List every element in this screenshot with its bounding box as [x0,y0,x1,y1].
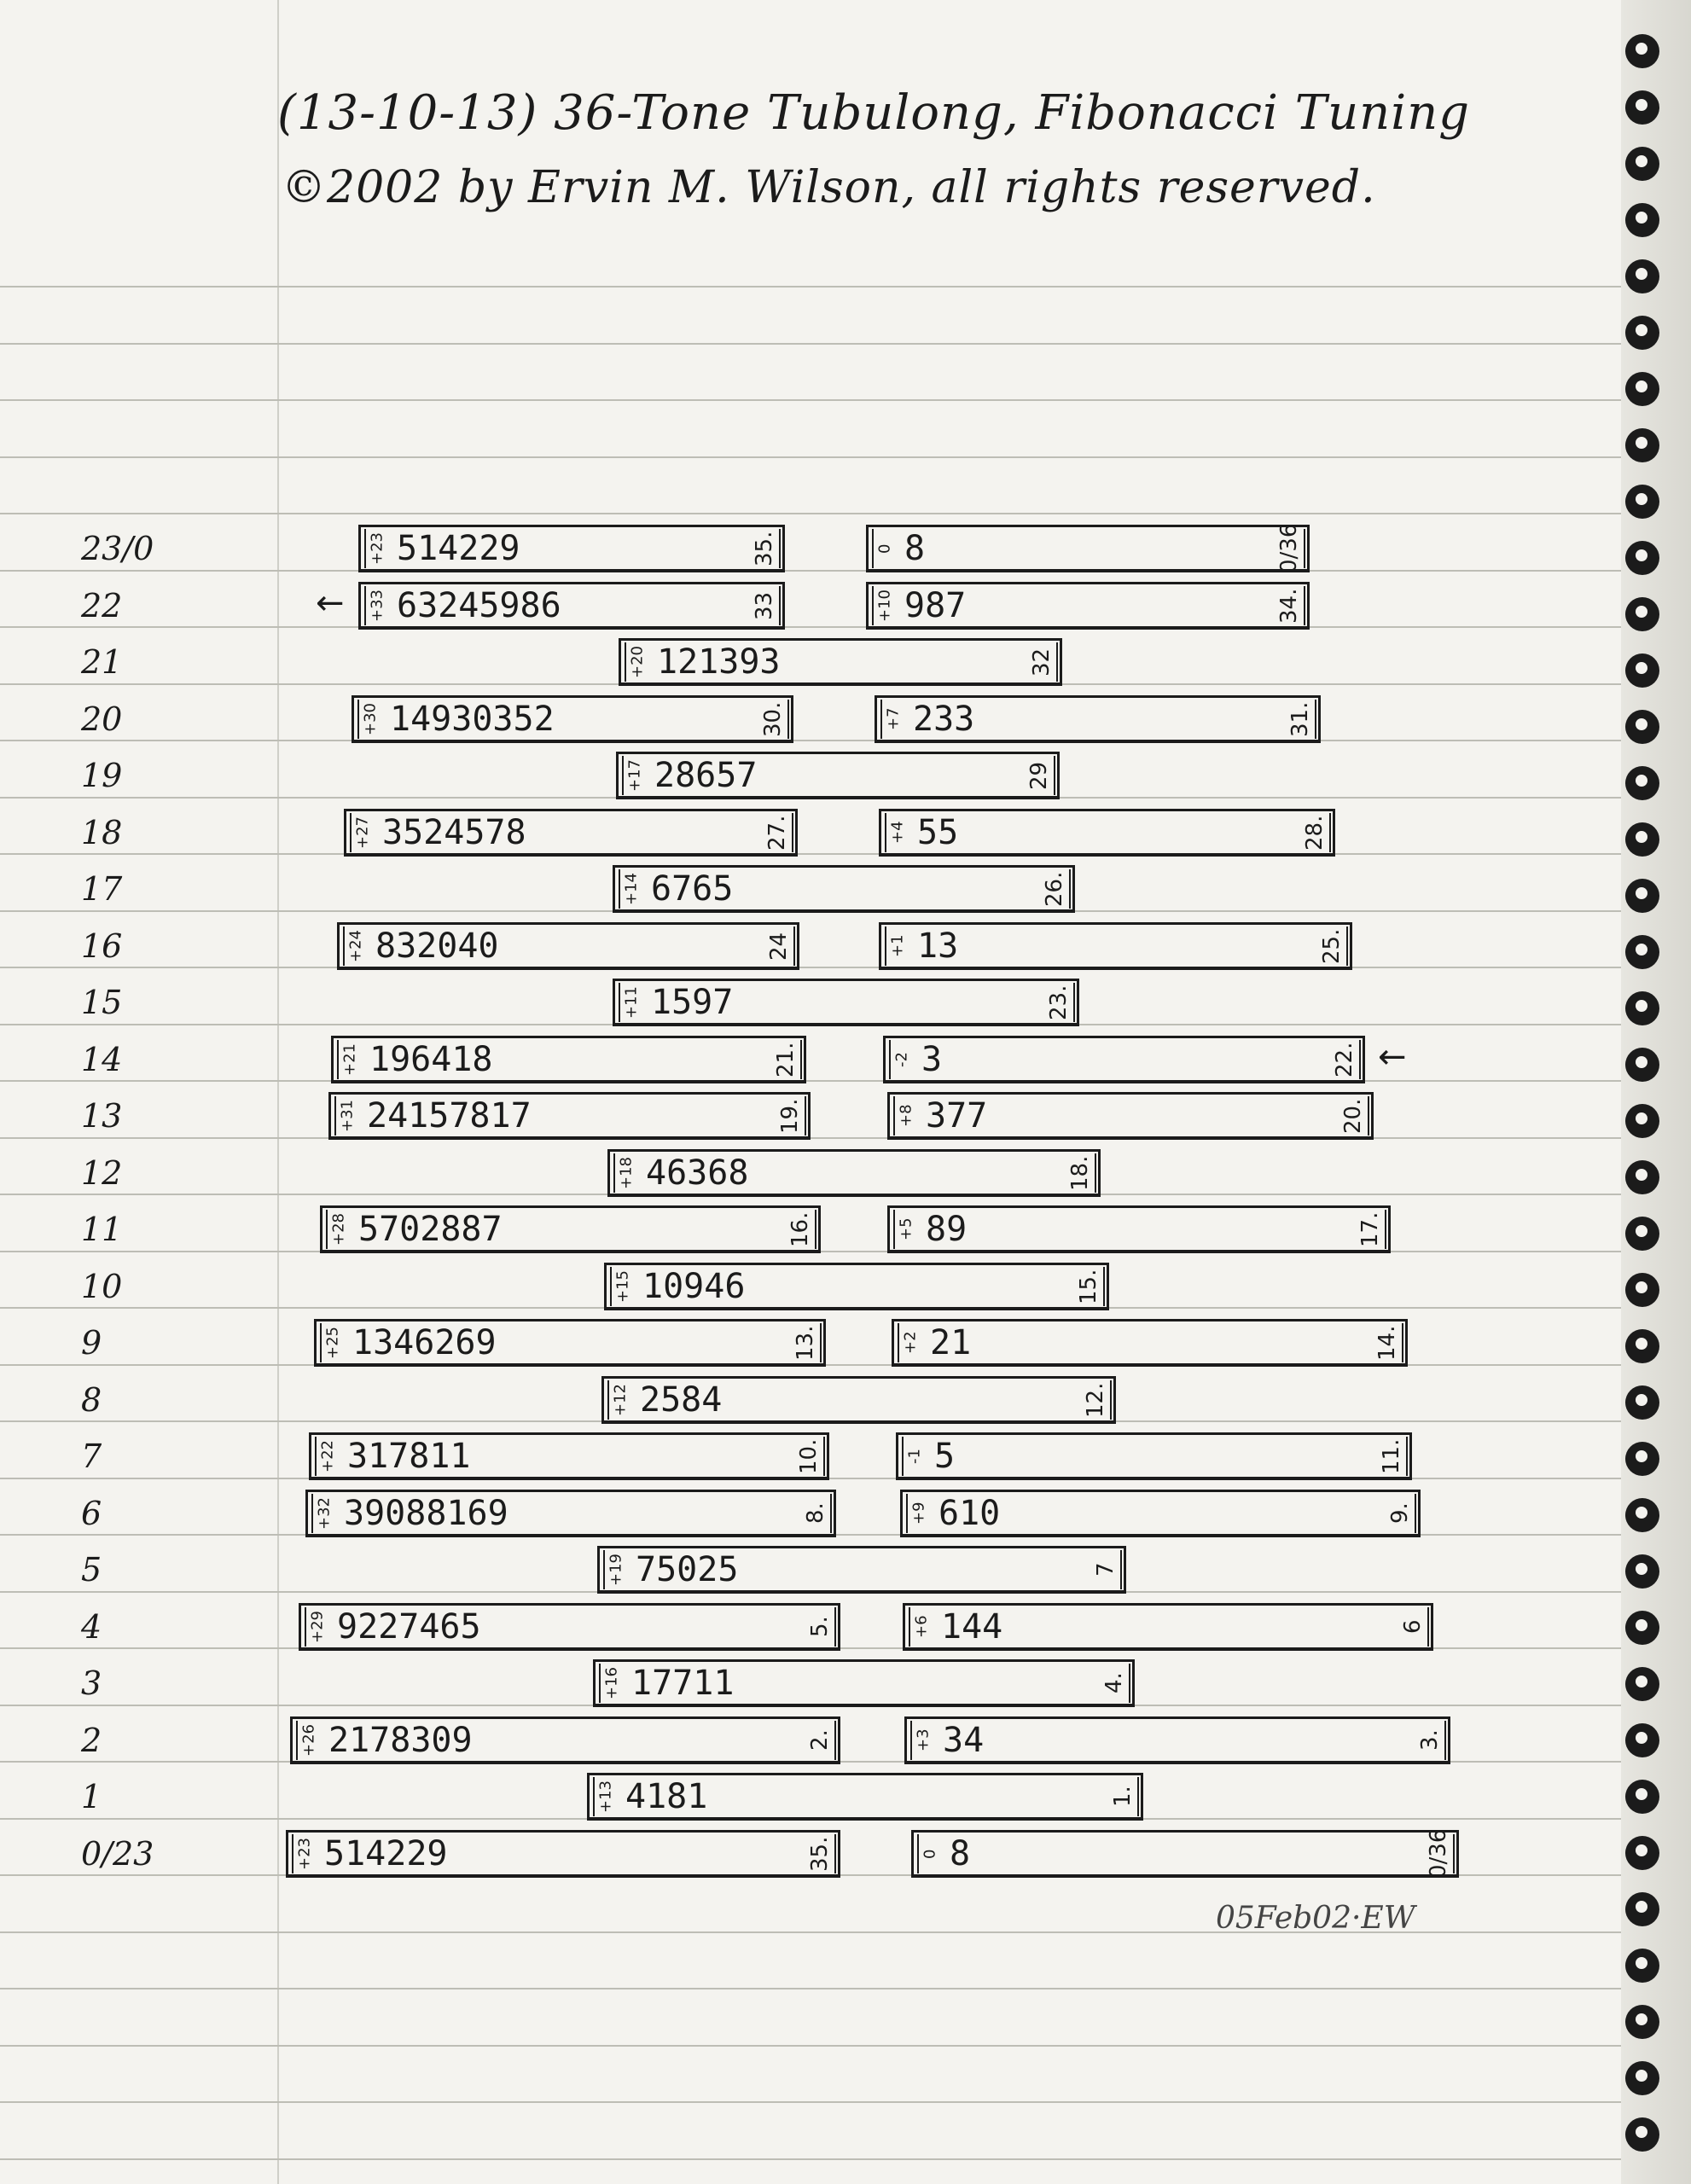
fibonacci-value: 6765 [651,869,734,909]
row-label: 8 [81,1380,102,1419]
ruled-line [0,626,1621,628]
tube-bar [352,695,793,743]
tube-bar [887,1092,1374,1140]
spiral-ring [1625,1611,1659,1645]
offset-badge: 0 [872,529,896,568]
offset-badge: +27 [350,813,374,852]
tone-index: 20. [1339,1096,1369,1136]
tone-index: 0/36 [1275,529,1305,568]
row-label: 4 [81,1607,102,1646]
offset-badge: -1 [902,1437,926,1476]
tone-index: 5. [805,1607,836,1647]
tone-index: 8. [801,1494,832,1533]
tone-index: 31. [1286,700,1316,739]
tube-bar [866,582,1310,630]
ruled-line [0,740,1621,741]
fibonacci-value: 13 [917,926,959,966]
offset-badge: +6 [909,1607,933,1647]
spiral-ring [1625,1385,1659,1420]
offset-badge: +8 [893,1096,917,1136]
tube-bar [879,809,1335,857]
tone-index: 10. [794,1437,825,1476]
offset-badge: +28 [326,1210,350,1249]
tube-bar [911,1830,1459,1878]
fibonacci-value: 10946 [642,1266,746,1306]
offset-badge: +24 [343,926,367,966]
tone-index: 30. [758,700,789,739]
fibonacci-value: 514229 [324,1833,448,1873]
row-label: 19 [81,757,123,794]
fibonacci-value: 8 [950,1833,971,1873]
offset-badge: +2 [898,1323,921,1362]
fibonacci-value: 75025 [636,1550,739,1589]
tone-index: 14. [1373,1323,1403,1362]
tube-bar [593,1659,1135,1707]
ruled-line [0,967,1621,968]
fibonacci-value: 1346269 [352,1323,497,1362]
row-label: 17 [81,870,123,908]
fibonacci-value: 14930352 [390,699,555,739]
fibonacci-value: 39088169 [344,1493,508,1533]
tube-bar [616,752,1060,799]
row-label: 2 [81,1721,102,1759]
tube-bar [900,1490,1421,1537]
tone-index: 19. [776,1096,806,1136]
spiral-ring [1625,1442,1659,1476]
offset-badge: +23 [292,1834,316,1873]
spiral-ring [1625,1217,1659,1251]
tube-bar [320,1205,821,1253]
tone-index: 16. [786,1210,816,1249]
tube-bar [309,1432,829,1480]
spiral-ring [1625,428,1659,462]
offset-badge: +32 [311,1494,335,1533]
spiral-ring [1625,879,1659,913]
fibonacci-value: 4181 [625,1777,708,1816]
tone-index: 21. [771,1040,802,1079]
tube-bar [286,1830,840,1878]
tone-index: 22. [1330,1040,1361,1079]
page-title: (13-10-13) 36-Tone Tubulong, Fibonacci Tuning [277,85,1471,141]
offset-badge: +21 [337,1040,361,1079]
offset-badge: +5 [893,1210,917,1249]
ruled-line [0,2045,1621,2047]
spiral-ring [1625,2117,1659,2152]
tone-index: 3. [1415,1721,1446,1760]
row-label: 10 [81,1267,123,1305]
fibonacci-value: 2178309 [328,1720,473,1760]
spiral-ring [1625,90,1659,125]
spiral-ring [1625,316,1659,350]
offset-badge: +11 [619,983,642,1022]
fibonacci-value: 610 [938,1493,1001,1533]
spiral-ring [1625,766,1659,800]
offset-badge: 0 [917,1834,941,1873]
offset-badge: +17 [622,756,646,795]
tone-index: 2. [805,1721,836,1760]
fibonacci-value: 24157817 [367,1096,532,1136]
fibonacci-value: 8 [904,529,926,568]
tube-bar [601,1376,1116,1424]
offset-badge: +25 [320,1323,344,1362]
spiral-ring [1625,1160,1659,1194]
offset-badge: +29 [305,1607,328,1647]
tone-index: 1. [1108,1777,1139,1816]
tube-bar [299,1603,840,1651]
spiral-ring [1625,1780,1659,1814]
spiral-ring [1625,541,1659,575]
tube-bar [613,979,1079,1026]
row-label: 0/23 [81,1834,154,1873]
offset-badge: -2 [889,1040,913,1079]
fibonacci-value: 5 [934,1437,956,1476]
offset-badge: +20 [625,642,648,682]
tube-bar [597,1546,1126,1594]
ruled-line [0,853,1621,855]
tone-index: 25. [1317,926,1348,966]
fibonacci-value: 21 [930,1323,972,1362]
row-label: 3 [81,1664,102,1702]
tone-index: 34. [1275,586,1305,625]
tone-index: 35. [805,1834,836,1873]
fibonacci-value: 832040 [375,926,499,966]
spiral-ring [1625,1498,1659,1532]
row-label: 21 [81,643,123,681]
fibonacci-value: 89 [926,1210,968,1249]
spiral-ring [1625,935,1659,969]
row-label: 15 [81,984,123,1021]
arrow-left-icon: ← [1378,1037,1407,1077]
tube-bar [904,1716,1450,1764]
fibonacci-value: 34 [943,1720,985,1760]
spiral-ring [1625,710,1659,744]
offset-badge: +31 [334,1096,358,1136]
offset-badge: +9 [906,1494,930,1533]
offset-badge: +18 [613,1153,637,1193]
tube-bar [337,922,799,970]
offset-badge: +14 [619,869,642,909]
ruled-line [0,286,1621,288]
tube-bar [887,1205,1391,1253]
offset-badge: +22 [315,1437,339,1476]
fibonacci-value: 144 [941,1606,1003,1647]
fibonacci-value: 987 [904,585,967,625]
signature-date: 05Feb02·EW [1216,1901,1415,1936]
tube-bar [358,582,785,630]
tone-index: 33 [750,586,781,625]
tube-bar [358,525,785,572]
ruled-line [0,399,1621,401]
fibonacci-value: 121393 [657,642,781,682]
tone-index: 35. [750,529,781,568]
tone-index: 11. [1377,1437,1408,1476]
row-label: 14 [81,1040,123,1078]
tone-index: 26. [1040,869,1071,909]
ruled-line [0,1080,1621,1082]
tone-index: 13. [791,1323,822,1362]
fibonacci-value: 17711 [631,1664,735,1703]
offset-badge: +19 [603,1550,627,1589]
tone-index: 9. [1386,1494,1416,1533]
row-label: 5 [81,1551,102,1589]
row-label: 22 [81,586,123,624]
tube-bar [613,865,1075,913]
ruled-line [0,570,1621,572]
tone-index: 24 [764,926,795,966]
tone-index: 28. [1300,813,1331,852]
tone-index: 32 [1027,642,1058,682]
tube-bar [619,638,1062,686]
tube-bar [607,1149,1101,1197]
row-label: 6 [81,1494,102,1532]
row-label: 23/0 [81,530,154,567]
offset-badge: +33 [364,586,388,625]
row-label: 1 [81,1778,102,1815]
spiral-ring [1625,1892,1659,1926]
fibonacci-value: 55 [917,812,959,852]
spiral-ring [1625,2061,1659,2095]
spiral-ring [1625,1667,1659,1701]
offset-badge: +1 [885,926,909,966]
spiral-ring [1625,1329,1659,1363]
tone-index: 6 [1398,1607,1429,1647]
tube-bar [331,1036,806,1083]
tone-index: 12. [1081,1380,1112,1420]
fibonacci-value: 46368 [646,1153,749,1193]
tube-bar [896,1432,1412,1480]
copyright-line: ©2002 by Ervin M. Wilson, all rights reserved. [282,162,1376,213]
spiral-ring [1625,259,1659,293]
row-label: 20 [81,700,123,738]
offset-badge: +10 [872,586,896,625]
fibonacci-value: 3 [921,1039,943,1079]
offset-badge: +30 [357,700,381,739]
spiral-ring [1625,485,1659,519]
tone-index: 23. [1044,983,1075,1022]
tube-bar [903,1603,1433,1651]
row-label: 16 [81,926,123,965]
fibonacci-value: 514229 [397,529,520,568]
spiral-ring [1625,1273,1659,1307]
row-label: 13 [81,1097,123,1135]
spiral-ring [1625,597,1659,631]
tube-bar [892,1319,1408,1367]
tube-bar [875,695,1321,743]
ruled-line [0,456,1621,458]
spiral-ring [1625,1554,1659,1589]
tone-index: 18. [1066,1153,1096,1193]
offset-badge: +4 [885,813,909,852]
tone-index: 27. [763,813,793,852]
row-label: 9 [81,1324,102,1362]
row-label: 18 [81,813,123,851]
fibonacci-value: 377 [926,1096,988,1136]
ruled-line [0,2101,1621,2103]
arrow-left-icon: ← [316,583,345,623]
margin-line [277,0,279,2184]
fibonacci-value: 9227465 [337,1606,481,1647]
spiral-ring [1625,147,1659,181]
offset-badge: +13 [593,1777,617,1816]
tube-bar [604,1263,1109,1310]
offset-badge: +16 [599,1664,623,1703]
tube-bar [305,1490,836,1537]
offset-badge: +7 [880,700,904,739]
tube-bar [328,1092,811,1140]
fibonacci-value: 3524578 [382,812,526,852]
row-label: 12 [81,1153,123,1192]
fibonacci-value: 233 [913,699,975,739]
tone-index: 15. [1074,1267,1105,1306]
offset-badge: +12 [607,1380,631,1420]
tube-bar [883,1036,1365,1083]
offset-badge: +26 [296,1721,320,1760]
ruled-line [0,2158,1621,2160]
fibonacci-value: 63245986 [397,585,561,625]
fibonacci-value: 28657 [654,756,758,795]
row-label: 7 [81,1438,102,1475]
spiral-ring [1625,372,1659,406]
tube-bar [587,1773,1143,1821]
tube-bar [866,525,1310,572]
spiral-ring [1625,822,1659,857]
fibonacci-value: 317811 [347,1437,471,1476]
spiral-ring [1625,1104,1659,1138]
tube-bar [314,1319,826,1367]
ruled-line [0,1137,1621,1139]
offset-badge: +15 [610,1267,634,1306]
tube-bar [879,922,1352,970]
ruled-line [0,343,1621,345]
spiral-ring [1625,34,1659,68]
offset-badge: +3 [910,1721,934,1760]
tube-bar [344,809,798,857]
spiral-ring [1625,653,1659,688]
fibonacci-value: 2584 [640,1380,723,1420]
tone-index: 7 [1091,1550,1122,1589]
spiral-ring [1625,2005,1659,2039]
spiral-ring [1625,1723,1659,1757]
spiral-ring [1625,203,1659,237]
tone-index: 17. [1356,1210,1386,1249]
row-label: 11 [81,1211,123,1248]
ruled-line [0,1988,1621,1989]
tone-index: 29 [1025,756,1055,795]
spiral-ring [1625,991,1659,1025]
tone-index: 0/36 [1424,1834,1455,1873]
spiral-ring [1625,1949,1659,1983]
ruled-line [0,513,1621,514]
tone-index: 4. [1100,1664,1130,1703]
fibonacci-value: 5702887 [358,1210,503,1249]
fibonacci-value: 1597 [651,983,734,1022]
spiral-ring [1625,1048,1659,1082]
tube-bar [290,1716,840,1764]
fibonacci-value: 196418 [369,1039,493,1079]
offset-badge: +23 [364,529,388,568]
spiral-ring [1625,1836,1659,1870]
